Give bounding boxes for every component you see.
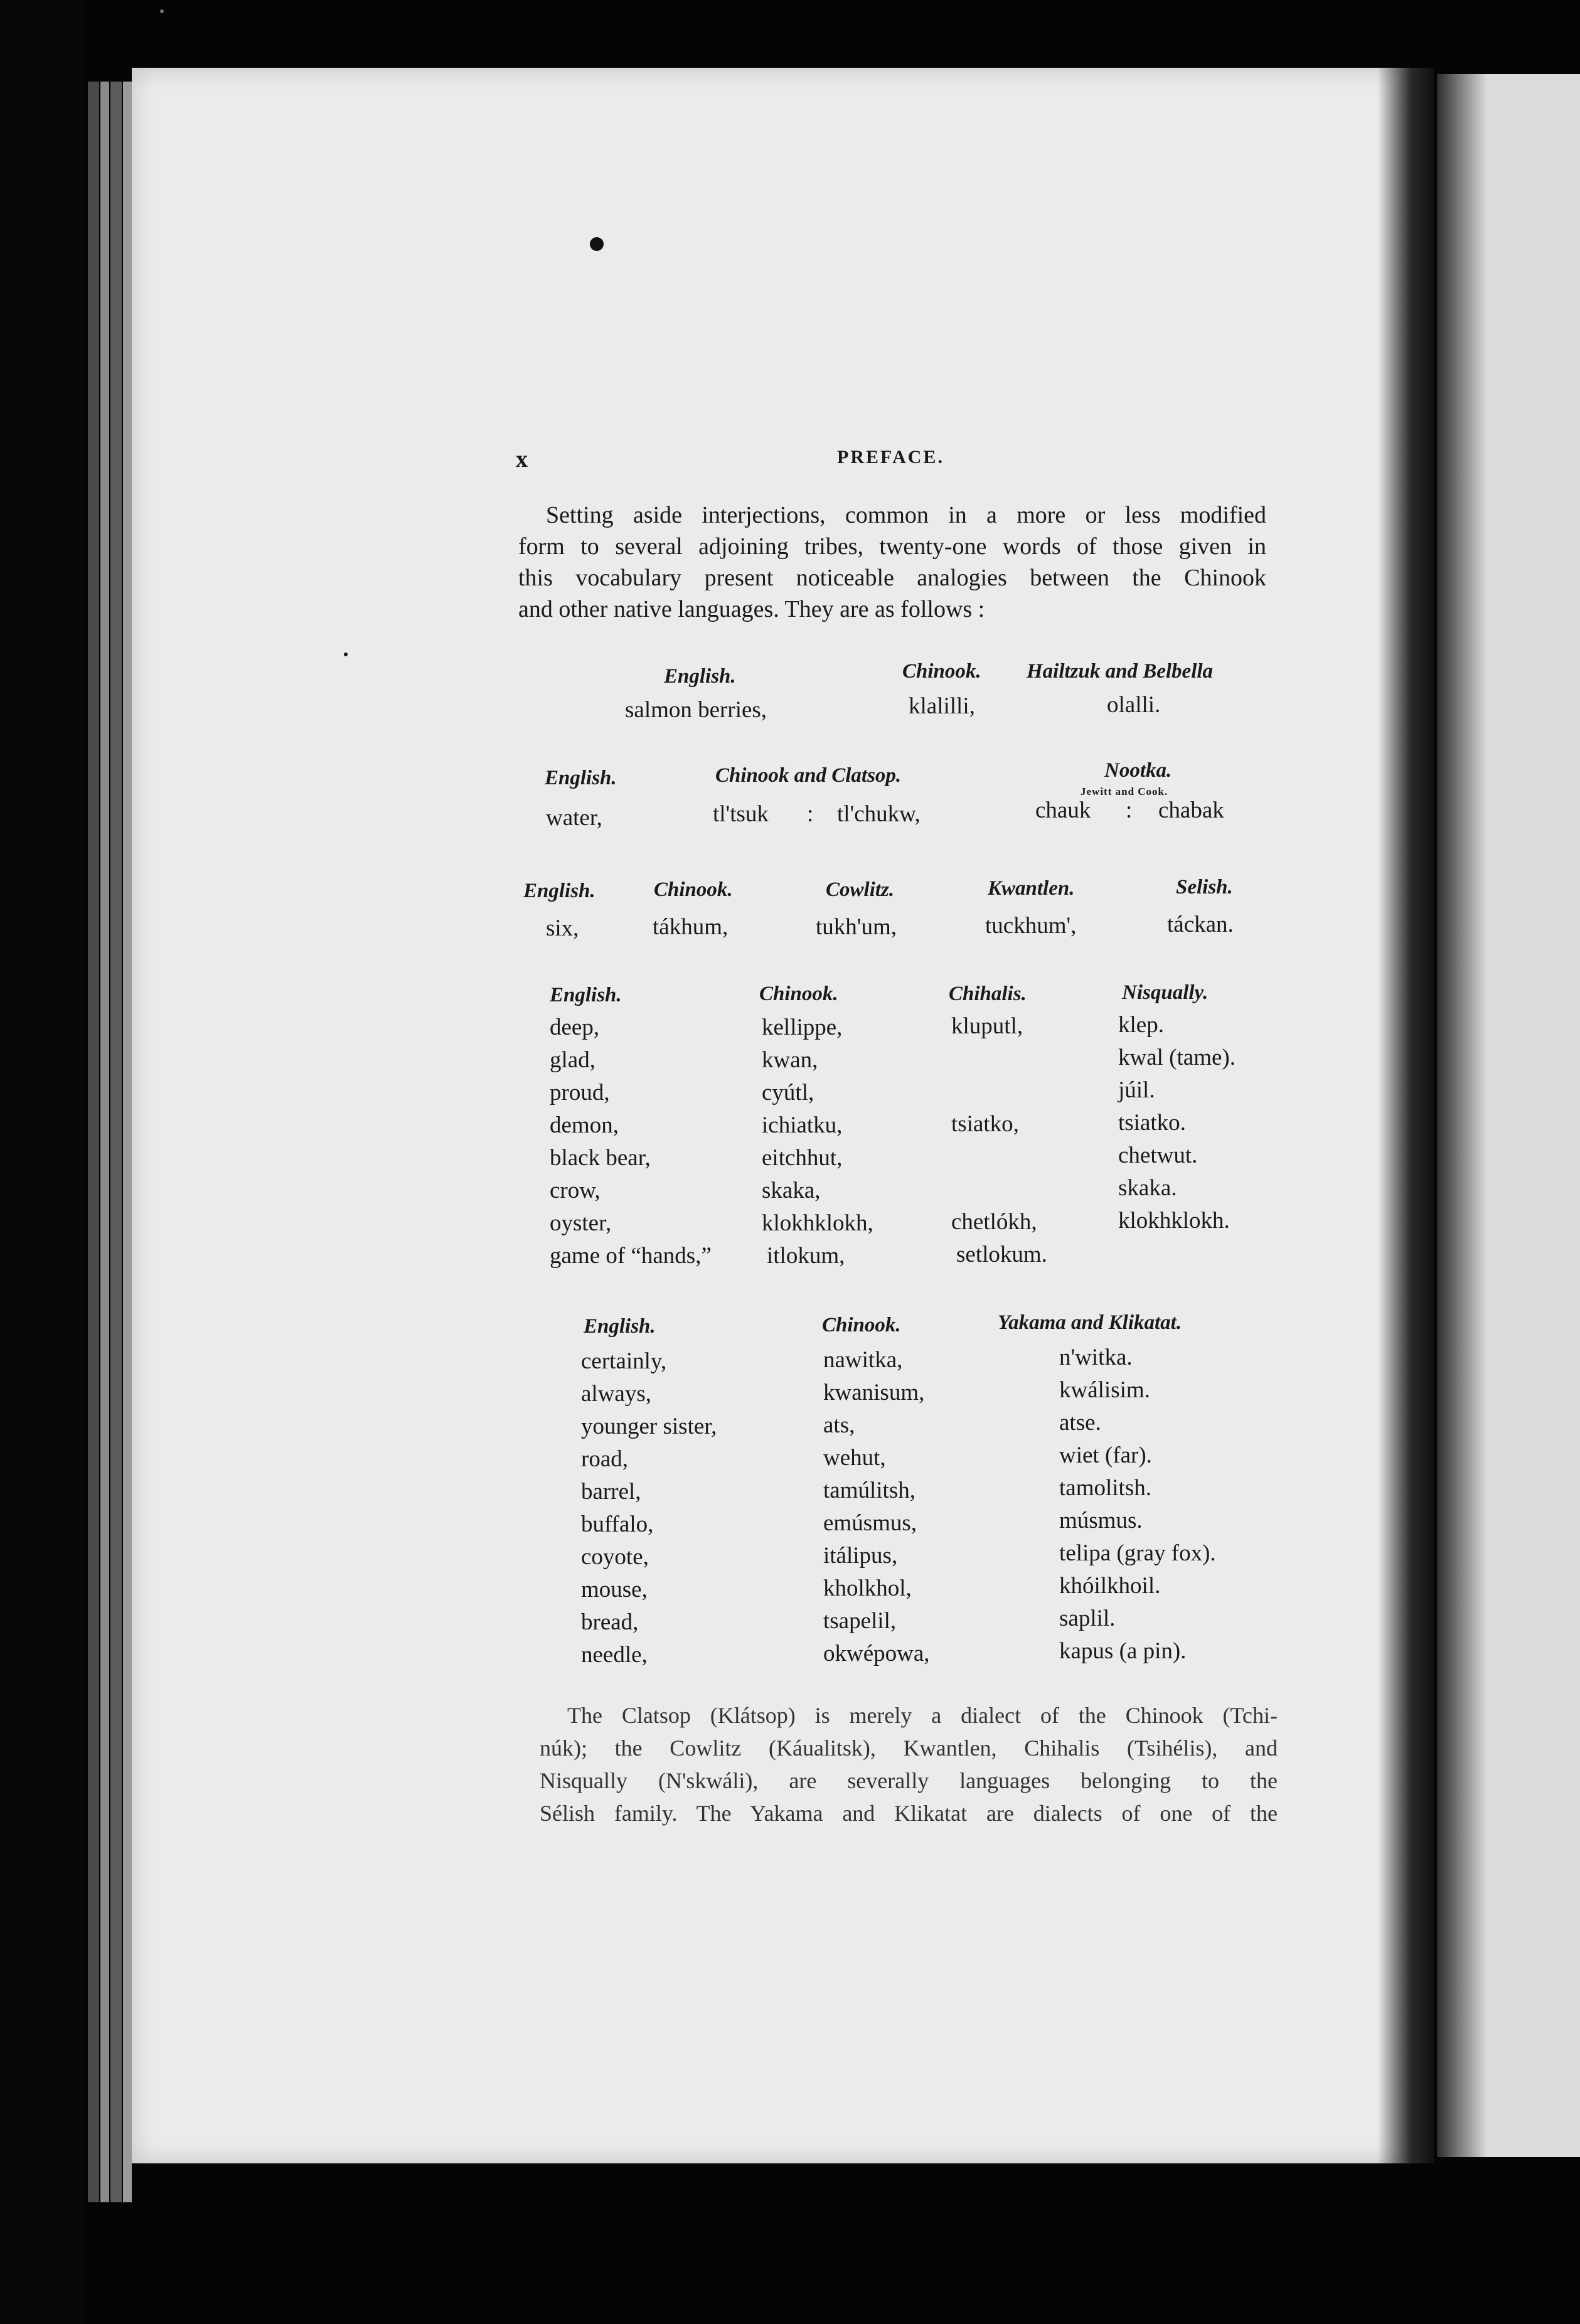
table-cell: klokhklokh, bbox=[762, 1210, 873, 1236]
table-cell: six, bbox=[546, 915, 579, 941]
adjacent-page-shadow bbox=[1437, 74, 1487, 2157]
column-header: Chinook and Clatsop. bbox=[715, 764, 902, 787]
column-header: Hailtzuk and Belbella bbox=[1027, 660, 1214, 683]
table-cell: kwal (tame). bbox=[1118, 1045, 1236, 1070]
book-spine-strip bbox=[88, 82, 99, 2202]
table-cell: kholkhol, bbox=[823, 1575, 912, 1601]
column-header: English. bbox=[545, 767, 617, 789]
closing-line: The Clatsop (Klátsop) is merely a dialect of the Chinook (Tchi- bbox=[567, 1703, 1278, 1728]
intro-line: this vocabulary present noticeable analogies between the Chinook bbox=[518, 565, 1266, 591]
table-cell: n'witka. bbox=[1059, 1345, 1133, 1370]
column-header: Chinook. bbox=[759, 983, 838, 1005]
intro-line: Setting aside interjections, common in a more or less modified bbox=[546, 502, 1266, 528]
table-cell: kwanisum, bbox=[823, 1380, 925, 1405]
table-cell: klokhklokh. bbox=[1118, 1208, 1230, 1234]
table-cell: proud, bbox=[550, 1080, 610, 1106]
closing-paragraph bbox=[540, 1699, 1278, 1830]
column-header: Nisqually. bbox=[1122, 981, 1209, 1004]
book-spine-strip bbox=[110, 82, 122, 2202]
table-cell: eitchhut, bbox=[762, 1145, 843, 1171]
book-spine-strip bbox=[123, 82, 132, 2202]
running-head: PREFACE. bbox=[837, 447, 944, 467]
table-cell: game of “hands,” bbox=[550, 1243, 712, 1269]
table-cell: kellippe, bbox=[762, 1015, 843, 1040]
table-cell: tsiatko, bbox=[951, 1111, 1019, 1137]
table-cell: buffalo, bbox=[581, 1511, 654, 1537]
separator-colon: : bbox=[1126, 797, 1133, 823]
table-cell: black bear, bbox=[550, 1145, 651, 1171]
intro-paragraph bbox=[518, 499, 1266, 625]
table-cell: olalli. bbox=[1107, 692, 1161, 718]
column-header: Cowlitz. bbox=[826, 878, 895, 901]
table-cell: chetlókh, bbox=[951, 1209, 1037, 1235]
table-cell: saplil. bbox=[1059, 1606, 1116, 1631]
column-header: English. bbox=[664, 665, 736, 688]
table-cell: tamúlitsh, bbox=[823, 1478, 915, 1503]
table-cell: oyster, bbox=[550, 1210, 612, 1236]
table-cell: bread, bbox=[581, 1609, 639, 1635]
table-cell: younger sister, bbox=[581, 1414, 717, 1439]
table-cell: always, bbox=[581, 1381, 651, 1407]
table-cell: cyútl, bbox=[762, 1080, 814, 1106]
ink-speck bbox=[160, 9, 164, 13]
table-cell: tsapelil, bbox=[823, 1608, 897, 1634]
table-cell: wiet (far). bbox=[1059, 1442, 1152, 1468]
column-header: Chinook. bbox=[654, 878, 733, 901]
table-cell: tamolitsh. bbox=[1059, 1475, 1151, 1501]
column-header: Selish. bbox=[1176, 876, 1233, 898]
intro-line: form to several adjoining tribes, twenty-one words of those given in bbox=[518, 533, 1266, 560]
table-cell: tl'chukw, bbox=[837, 801, 921, 827]
page-number: x bbox=[516, 446, 528, 472]
table-cell: barrel, bbox=[581, 1479, 641, 1505]
table-cell: telipa (gray fox). bbox=[1059, 1540, 1216, 1566]
table-cell: tuckhum', bbox=[985, 913, 1077, 939]
column-header: Nootka. bbox=[1104, 759, 1172, 782]
table-cell: atse. bbox=[1059, 1410, 1101, 1436]
table-cell: road, bbox=[581, 1446, 628, 1472]
table-cell: crow, bbox=[550, 1178, 601, 1203]
table-cell: mouse, bbox=[581, 1577, 648, 1602]
table-cell: certainly, bbox=[581, 1348, 667, 1374]
table-cell: water, bbox=[546, 805, 602, 831]
table-cell: ichiatku, bbox=[762, 1112, 843, 1138]
column-header: Chihalis. bbox=[949, 983, 1027, 1005]
column-header: English. bbox=[584, 1315, 656, 1338]
table-cell: kwan, bbox=[762, 1047, 818, 1073]
table-cell: táckan. bbox=[1167, 912, 1234, 937]
column-header: Kwantlen. bbox=[988, 877, 1075, 900]
table-cell: coyote, bbox=[581, 1544, 649, 1570]
table-cell: itálipus, bbox=[823, 1543, 898, 1569]
table-cell: glad, bbox=[550, 1047, 595, 1073]
table-cell: kapus (a pin). bbox=[1059, 1638, 1187, 1664]
table-cell: nawitka, bbox=[823, 1347, 903, 1373]
table-cell: deep, bbox=[550, 1015, 600, 1040]
closing-line: Sélish family. The Yakama and Klikatat are dialects of one of the bbox=[540, 1801, 1278, 1826]
table-cell: needle, bbox=[581, 1642, 648, 1668]
table-cell: chetwut. bbox=[1118, 1143, 1198, 1168]
table-cell: kwálisim. bbox=[1059, 1377, 1150, 1403]
table-cell: okwépowa, bbox=[823, 1641, 930, 1666]
table-cell: klalilli, bbox=[909, 693, 975, 719]
column-header: Chinook. bbox=[822, 1314, 901, 1336]
table-cell: salmon berries, bbox=[625, 697, 767, 723]
table-cell: músmus. bbox=[1059, 1508, 1143, 1533]
column-note: Jewitt and Cook. bbox=[1081, 786, 1168, 797]
table-cell: júil. bbox=[1118, 1077, 1155, 1103]
column-header: Chinook. bbox=[902, 660, 981, 683]
table-cell: demon, bbox=[550, 1112, 619, 1138]
table-cell: tákhum, bbox=[653, 914, 729, 940]
table-cell: skaka, bbox=[762, 1178, 821, 1203]
table-cell: khóilkhoil. bbox=[1059, 1573, 1161, 1599]
column-header: English. bbox=[550, 984, 622, 1006]
table-cell: chabak bbox=[1158, 797, 1224, 823]
table-cell: kluputl, bbox=[951, 1013, 1023, 1039]
table-cell: tsiatko. bbox=[1118, 1110, 1186, 1136]
table-cell: wehut, bbox=[823, 1445, 886, 1471]
separator-colon: : bbox=[807, 801, 814, 827]
scan-background bbox=[0, 0, 85, 2324]
table-cell: itlokum, bbox=[767, 1243, 845, 1269]
closing-line: núk); the Cowlitz (Káualitsk), Kwantlen, Chihalis (Tsihélis), and bbox=[540, 1735, 1278, 1761]
table-cell: chauk bbox=[1035, 797, 1091, 823]
ink-speck bbox=[344, 653, 348, 656]
table-cell: skaka. bbox=[1118, 1175, 1177, 1201]
table-cell: setlokum. bbox=[956, 1242, 1047, 1267]
ink-speck bbox=[590, 237, 604, 251]
closing-line: Nisqually (N'skwáli), are severally languages belonging to the bbox=[540, 1768, 1278, 1793]
gutter-shadow bbox=[1377, 68, 1434, 2163]
intro-line: and other native languages. They are as follows : bbox=[518, 596, 985, 622]
column-header: Yakama and Klikatat. bbox=[998, 1311, 1182, 1334]
table-cell: ats, bbox=[823, 1412, 855, 1438]
table-cell: tl'tsuk bbox=[713, 801, 769, 827]
book-spine-strip bbox=[100, 82, 109, 2202]
table-cell: emúsmus, bbox=[823, 1510, 917, 1536]
table-cell: klep. bbox=[1118, 1012, 1164, 1038]
table-cell: tukh'um, bbox=[816, 914, 897, 940]
column-header: English. bbox=[523, 880, 595, 902]
